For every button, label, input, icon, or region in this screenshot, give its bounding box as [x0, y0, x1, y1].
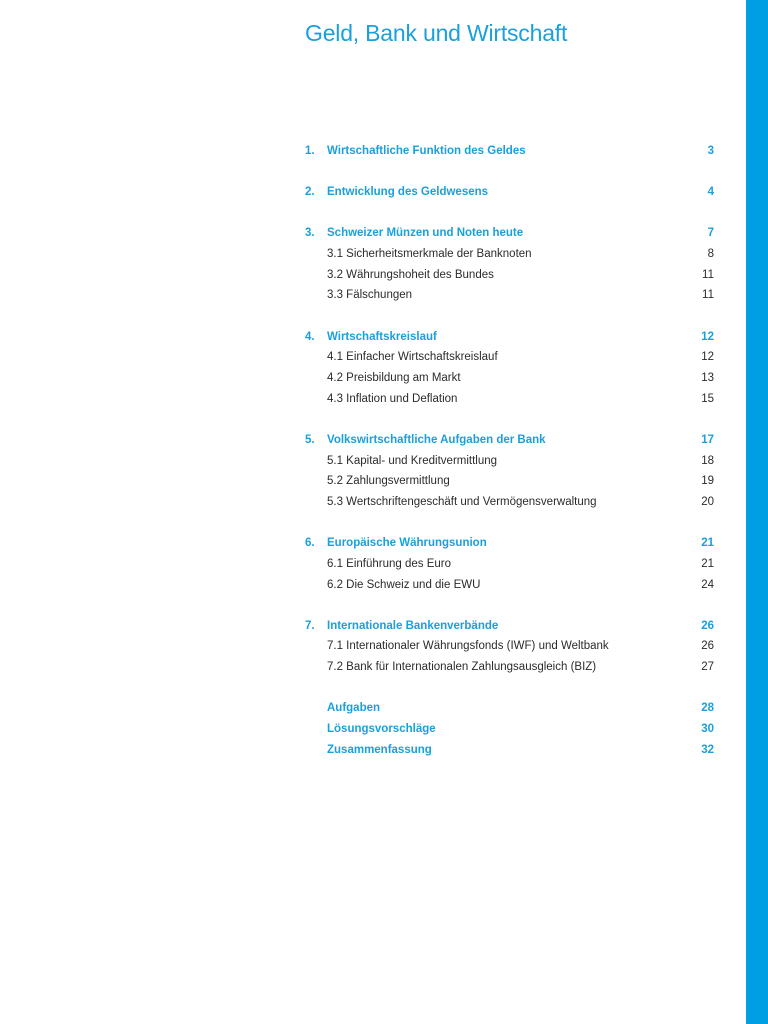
toc-subsection[interactable]: [305, 554, 714, 575]
toc-chapter[interactable]: [305, 182, 714, 203]
toc-chapter[interactable]: [305, 533, 714, 554]
toc-page-number: 19: [701, 475, 714, 488]
toc-page-number: 8: [707, 248, 714, 261]
toc-label: Internationale Bankenverbände: [327, 619, 499, 632]
toc-chapter[interactable]: [305, 223, 714, 244]
toc-number: 7.: [305, 619, 315, 632]
toc-subsection[interactable]: [305, 575, 714, 596]
page-title: Geld, Bank und Wirtschaft: [305, 20, 568, 46]
toc-page-number: 20: [701, 495, 714, 508]
toc-page-number: 28: [701, 702, 714, 715]
toc-chapter[interactable]: [305, 616, 714, 637]
toc-label: 6.1 Einführung des Euro: [327, 557, 452, 570]
toc-label: Wirtschaftskreislauf: [327, 330, 437, 343]
toc-subsection[interactable]: [305, 451, 714, 472]
toc-subsection[interactable]: [305, 389, 714, 410]
toc-page-number: 4: [707, 186, 714, 199]
toc-subsection[interactable]: [305, 347, 714, 368]
toc-page-number: 11: [702, 268, 714, 281]
toc-label: 5.3 Wertschriftengeschäft und Vermögensverwaltung: [327, 495, 597, 508]
toc-page-number: 26: [701, 640, 714, 653]
toc-page-number: 21: [701, 537, 714, 550]
toc-number: 5.: [305, 433, 315, 446]
toc-page-number: 7: [707, 227, 714, 240]
table-of-contents: [305, 141, 714, 760]
toc-label: 5.2 Zahlungsvermittlung: [327, 475, 450, 488]
toc-page-number: 3: [707, 145, 714, 157]
toc-subsection[interactable]: [305, 285, 714, 306]
toc-label: Lösungsvorschläge: [327, 722, 436, 735]
toc-label: 5.1 Kapital- und Kreditvermittlung: [327, 454, 498, 467]
toc-label: Zusammenfassung: [327, 743, 432, 756]
toc-label: 7.1 Internationaler Währungsfonds (IWF) und Weltbank: [327, 640, 609, 653]
toc-label: 6.2 Die Schweiz und die EWU: [327, 578, 481, 591]
toc-number: 6.: [305, 537, 315, 550]
toc-chapter[interactable]: [305, 719, 714, 740]
toc-chapter[interactable]: [305, 740, 714, 761]
toc-label: 4.2 Preisbildung am Markt: [327, 372, 461, 384]
toc-number: 2.: [305, 186, 315, 199]
toc-label: Volkswirtschaftliche Aufgaben der Bank: [327, 433, 546, 446]
toc-label: Aufgaben: [327, 702, 381, 715]
toc-page-number: 24: [701, 578, 714, 591]
toc-page-number: 32: [701, 743, 714, 756]
toc-label: Entwicklung des Geldwesens: [327, 186, 489, 199]
toc-page-number: 27: [701, 661, 714, 674]
toc-page-number: 26: [701, 619, 714, 632]
toc-label: 7.2 Bank für Internationalen Zahlungsausgleich (BIZ): [327, 661, 597, 674]
toc-number: 1.: [305, 145, 315, 157]
toc-page-number: 12: [701, 351, 714, 364]
toc-subsection[interactable]: [305, 265, 714, 286]
toc-chapter[interactable]: [305, 430, 714, 451]
toc-label: Schweizer Münzen und Noten heute: [327, 227, 524, 240]
toc-subsection[interactable]: [305, 244, 714, 265]
accent-side-bar: [746, 0, 768, 1024]
toc-label: Europäische Währungsunion: [327, 537, 487, 550]
toc-label: 3.3 Fälschungen: [327, 289, 413, 302]
toc-chapter[interactable]: [305, 327, 714, 348]
toc-page-number: 13: [701, 372, 714, 384]
toc-subsection[interactable]: [305, 657, 714, 678]
toc-label: 3.1 Sicherheitsmerkmale der Banknoten: [327, 248, 532, 261]
toc-subsection[interactable]: [305, 471, 714, 492]
toc-page-number: 18: [701, 454, 714, 467]
toc-label: 4.3 Inflation und Deflation: [327, 392, 458, 405]
toc-page-number: 17: [701, 433, 714, 446]
toc-subsection[interactable]: [305, 368, 714, 389]
toc-label: 4.1 Einfacher Wirtschaftskreislauf: [327, 351, 498, 364]
toc-label: 3.2 Währungshoheit des Bundes: [327, 268, 494, 281]
toc-label: Wirtschaftliche Funktion des Geldes: [327, 145, 526, 157]
toc-subsection[interactable]: [305, 492, 714, 513]
toc-page-number: 12: [701, 330, 714, 343]
toc-chapter[interactable]: [305, 141, 714, 162]
toc-number: 3.: [305, 227, 315, 240]
toc-number: 4.: [305, 330, 315, 343]
toc-chapter[interactable]: [305, 698, 714, 719]
toc-subsection[interactable]: [305, 636, 714, 657]
toc-page-number: 11: [702, 289, 714, 302]
toc-page-number: 30: [701, 722, 714, 735]
toc-page-number: 15: [701, 392, 714, 405]
toc-page-number: 21: [701, 557, 714, 570]
